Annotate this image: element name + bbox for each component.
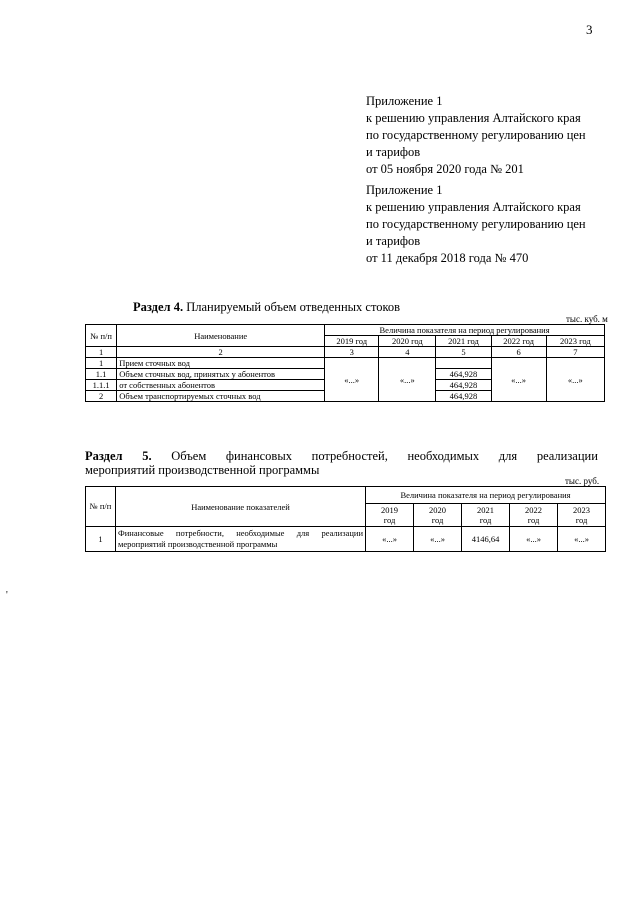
value-2020: «...» [379, 358, 436, 402]
value-2021: 464,928 [436, 369, 491, 380]
value-2021: 464,928 [436, 391, 491, 402]
appendix-line: и тарифов [366, 145, 421, 159]
header-year: 2023 год [546, 336, 604, 347]
header-year: 2020 год [379, 336, 436, 347]
year-word: год [383, 515, 396, 525]
appendix-line: Приложение 1 [366, 94, 443, 108]
column-number: 5 [436, 347, 491, 358]
appendix-header-2020 [366, 93, 586, 178]
row-name: Объем сточных вод, принятых у абонентов [117, 369, 325, 380]
title-word: Раздел [85, 449, 123, 463]
header-year [462, 504, 510, 527]
appendix-line: к решению управления Алтайского края [366, 200, 581, 214]
year-value: 2021 [477, 505, 494, 515]
title-word: для [498, 449, 518, 463]
value-2019: «...» [325, 358, 379, 402]
column-number: 2 [117, 347, 325, 358]
table-row [86, 527, 606, 552]
appendix-line: Приложение 1 [366, 183, 443, 197]
row-name: Финансовые потребности, необходимые для реализации мероприятий производственной программы [116, 527, 366, 552]
column-number: 1 [86, 347, 117, 358]
title-word: необходимых [407, 449, 480, 463]
row-num: 1.1.1 [86, 380, 117, 391]
column-number: 6 [491, 347, 546, 358]
section-5-title-line-2: мероприятий производственной программы [85, 463, 320, 477]
row-name: Объем транспортируемых сточных вод [117, 391, 325, 402]
title-word: финансовых [225, 449, 292, 463]
header-year: 2019 год [325, 336, 379, 347]
value-2022: «...» [510, 527, 558, 552]
column-number: 7 [546, 347, 604, 358]
column-number: 3 [325, 347, 379, 358]
row-name: от собственных абонентов [117, 380, 325, 391]
margin-mark: ' [6, 590, 8, 601]
header-name: Наименование [117, 325, 325, 347]
appendix-line: к решению управления Алтайского края [366, 111, 581, 125]
header-period: Величина показателя на период регулирования [366, 487, 606, 504]
header-year: 2022 год [491, 336, 546, 347]
year-value: 2023 [573, 505, 591, 515]
header-year: 2021 год [436, 336, 491, 347]
header-name: Наименование показателей [116, 487, 366, 527]
row-num: 1.1 [86, 369, 117, 380]
title-word: Объем [171, 449, 207, 463]
row-num: 1 [86, 527, 116, 552]
value-2021 [436, 358, 491, 369]
appendix-line: от 05 ноября 2020 года № 201 [366, 162, 524, 176]
appendix-line: от 11 декабря 2018 года № 470 [366, 251, 529, 265]
year-word: год [527, 515, 540, 525]
section-4-table [85, 324, 605, 402]
header-year [414, 504, 462, 527]
section-5-unit: тыс. руб. [565, 476, 600, 486]
header-year [366, 504, 414, 527]
appendix-line: по государственному регулированию цен [366, 128, 586, 142]
section-5-title-line-1 [85, 449, 598, 463]
appendix-header-2018 [366, 182, 586, 267]
section-4-unit: тыс. куб. м [566, 314, 608, 324]
value-2023: «...» [558, 527, 606, 552]
header-year [558, 504, 606, 527]
page-number: 3 [586, 22, 593, 37]
section-5-title [85, 449, 598, 477]
value-2019: «...» [366, 527, 414, 552]
section-5-table [85, 486, 606, 552]
section-4-title [133, 300, 400, 315]
row-num: 1 [86, 358, 117, 369]
header-num: № п/п [86, 325, 117, 347]
value-2021: 4146,64 [462, 527, 510, 552]
value-2023: «...» [546, 358, 604, 402]
header-year [510, 504, 558, 527]
title-word: реализации [536, 449, 598, 463]
title-word: 5. [142, 449, 152, 463]
row-name: Прием сточных вод [117, 358, 325, 369]
year-value: 2020 [429, 505, 446, 515]
table-row [86, 358, 605, 369]
row-num: 2 [86, 391, 117, 402]
section-4-number: Раздел 4. [133, 300, 184, 314]
header-num: № п/п [86, 487, 116, 527]
appendix-line: и тарифов [366, 234, 421, 248]
year-value: 2019 [381, 505, 398, 515]
value-2021: 464,928 [436, 380, 491, 391]
value-2022: «...» [491, 358, 546, 402]
year-word: год [431, 515, 444, 525]
value-2020: «...» [414, 527, 462, 552]
appendix-line: по государственному регулированию цен [366, 217, 586, 231]
year-word: год [575, 515, 588, 525]
title-word: потребностей, [311, 449, 388, 463]
header-period: Величина показателя на период регулирования [325, 325, 605, 336]
column-number: 4 [379, 347, 436, 358]
year-value: 2022 [525, 505, 542, 515]
section-4-title-text: Планируемый объем отведенных стоков [183, 300, 401, 314]
year-word: год [479, 515, 492, 525]
